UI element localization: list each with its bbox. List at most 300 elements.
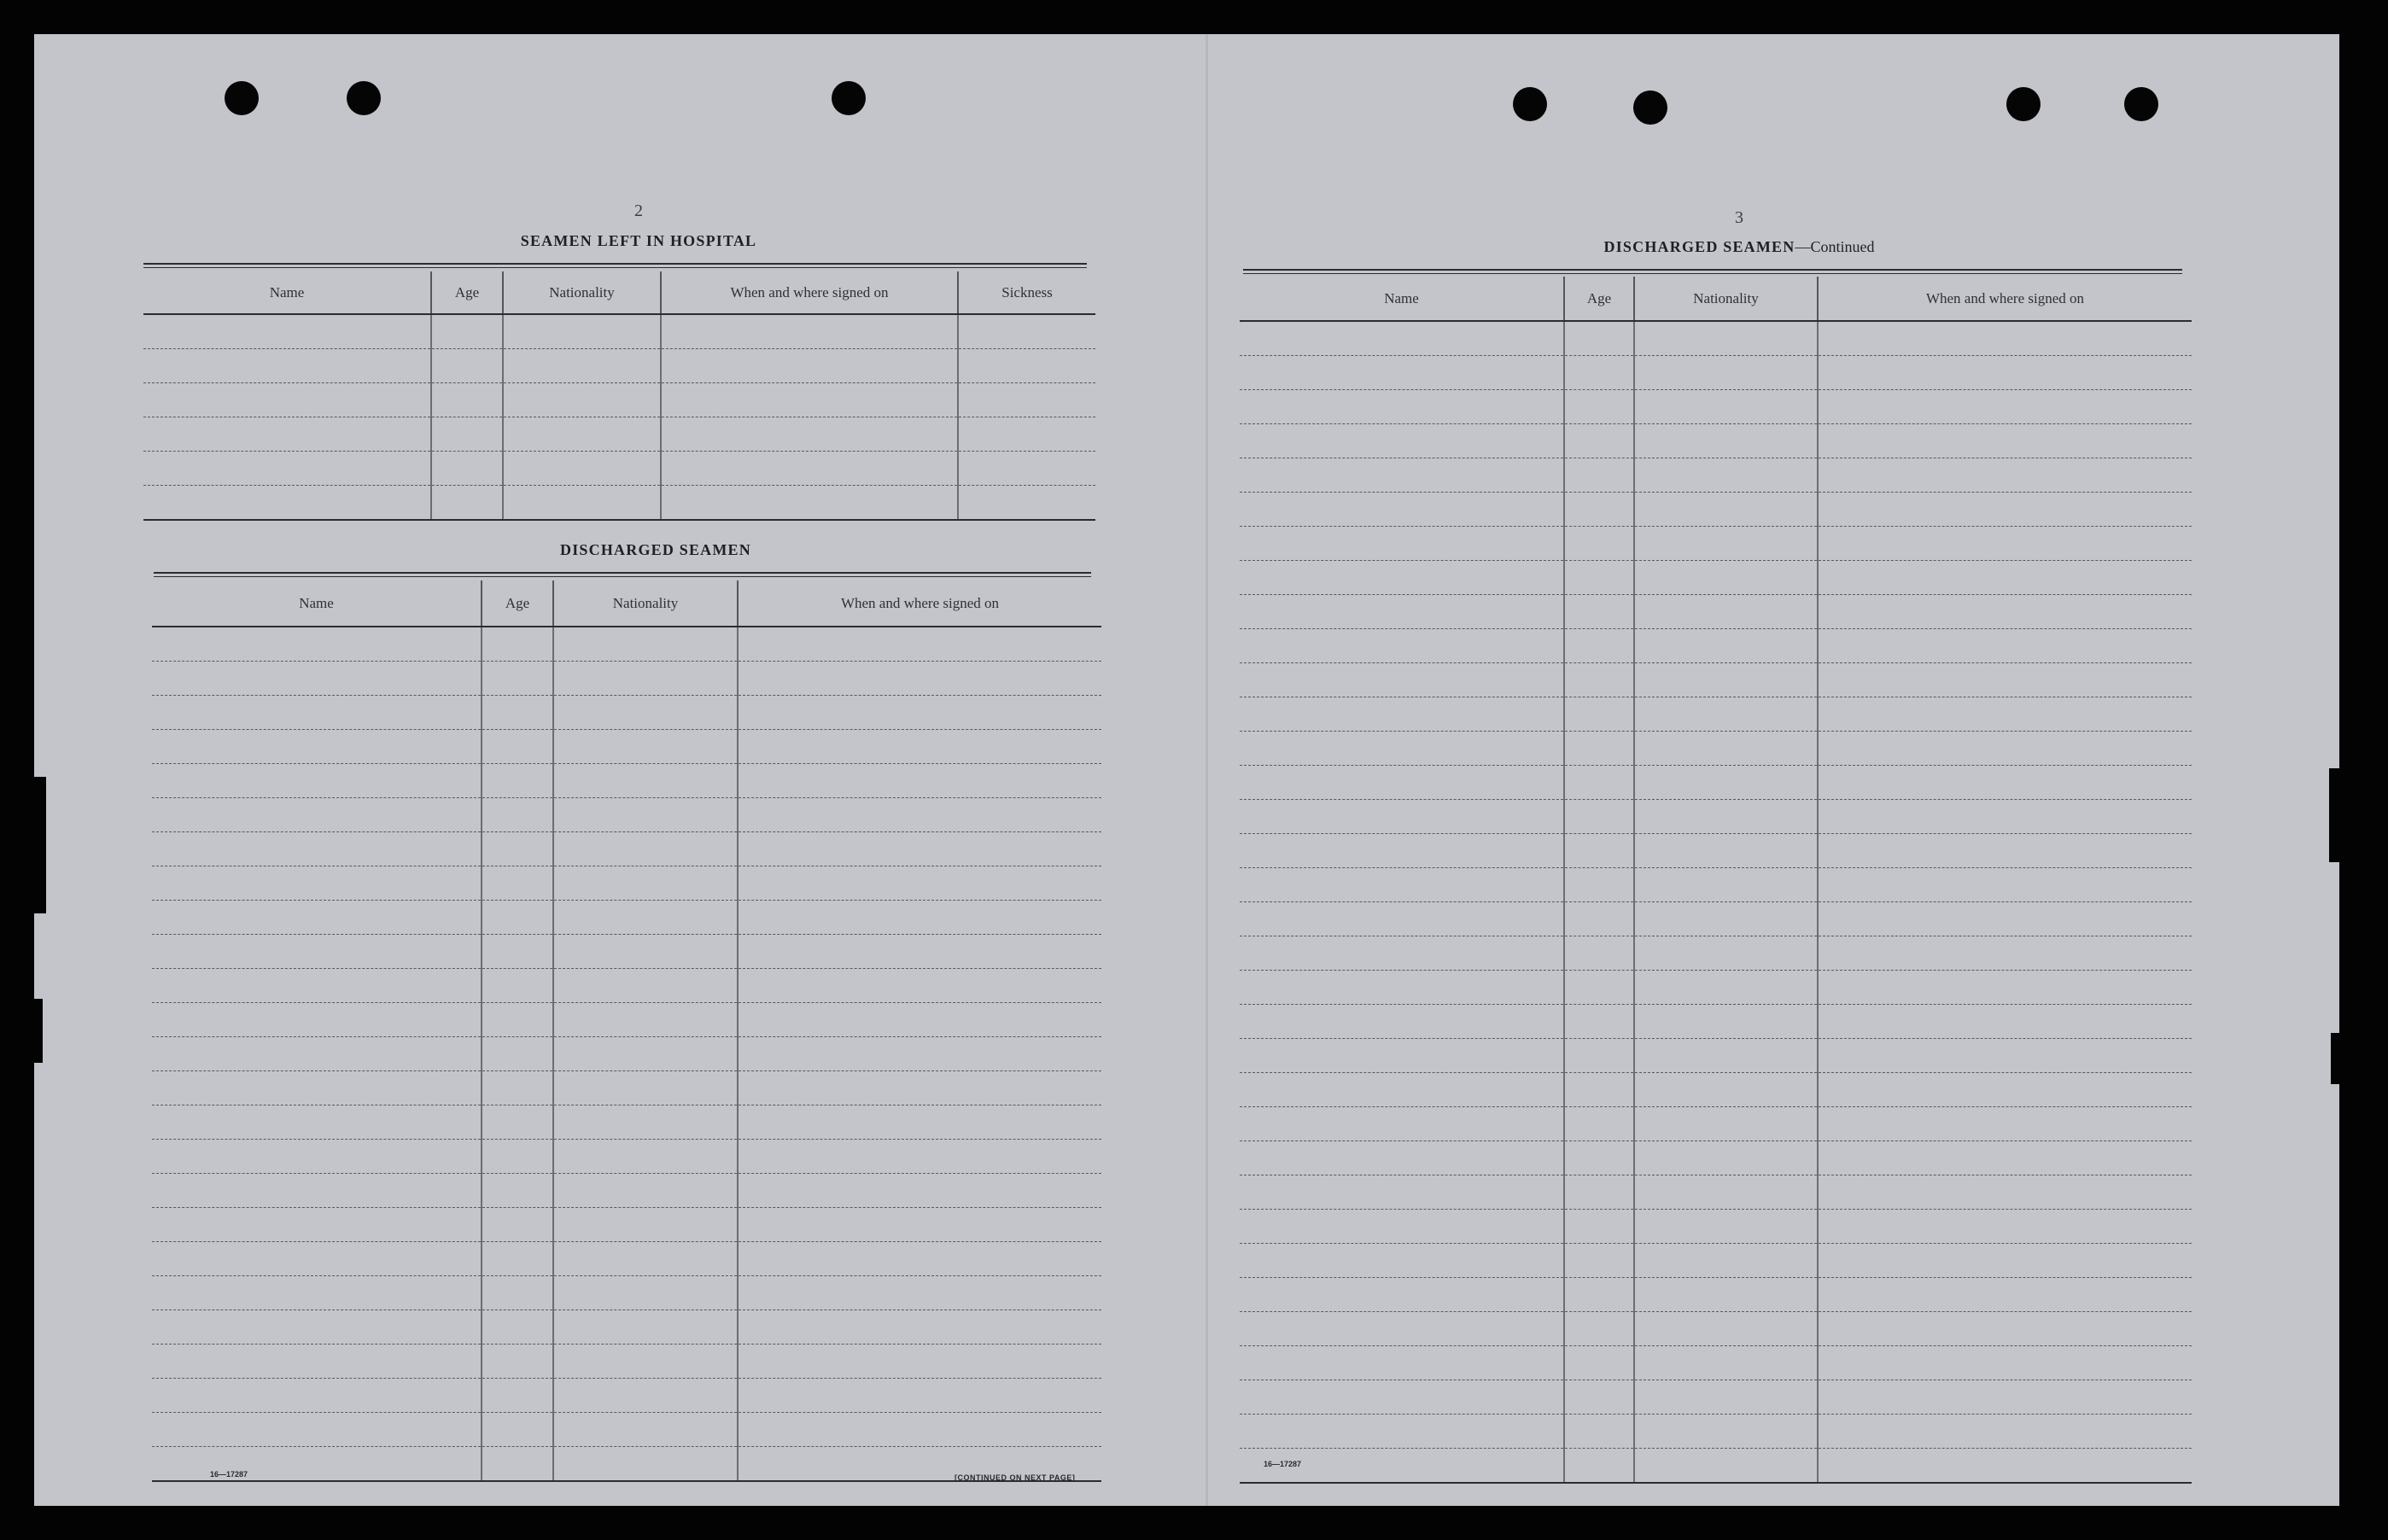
table-cell (482, 730, 553, 764)
table-cell (1818, 834, 2192, 868)
table-cell (1634, 936, 1818, 971)
table-cell (431, 417, 503, 452)
table-cell (553, 832, 738, 866)
discharged-section-title: DISCHARGED SEAMEN (560, 541, 751, 558)
table-cell (1634, 321, 1818, 356)
table-row (152, 1003, 1101, 1037)
table-cell (1634, 390, 1818, 424)
form-code: 16—17287 (210, 1470, 248, 1479)
table-cell (1240, 1415, 1564, 1449)
table-cell (482, 1413, 553, 1447)
table-cell (143, 383, 431, 417)
table-cell (1634, 1107, 1818, 1141)
table-cell (738, 1105, 1101, 1140)
table-cell (958, 314, 1095, 349)
table-cell (661, 349, 958, 383)
table-cell (553, 1242, 738, 1276)
table-cell (1240, 595, 1564, 629)
table-cell (1818, 1346, 2192, 1380)
table-row (152, 1276, 1101, 1310)
table-cell (1564, 1175, 1634, 1210)
table-cell (738, 1003, 1101, 1037)
table-cell (553, 866, 738, 901)
table-cell (1240, 936, 1564, 971)
table-cell (482, 1071, 553, 1105)
table-cell (1564, 1039, 1634, 1073)
table-cell (482, 696, 553, 730)
table-cell (553, 764, 738, 798)
table-cell (152, 1003, 482, 1037)
table-row (1240, 1073, 2192, 1107)
table-cell (482, 866, 553, 901)
table-cell (152, 1276, 482, 1310)
table-cell (1564, 1244, 1634, 1278)
table-cell (958, 452, 1095, 486)
table-row (1240, 1107, 2192, 1141)
table-cell (738, 969, 1101, 1003)
table-cell (1634, 493, 1818, 527)
table-cell (503, 349, 661, 383)
table-cell (1818, 1278, 2192, 1312)
table-cell (1634, 595, 1818, 629)
table-cell (1240, 561, 1564, 595)
punch-hole (2006, 87, 2041, 121)
table-cell (152, 1379, 482, 1413)
table-cell (1818, 493, 2192, 527)
table-cell (1564, 1278, 1634, 1312)
table-cell (1564, 1380, 1634, 1415)
punch-hole (225, 81, 259, 115)
table-cell (661, 417, 958, 452)
table-cell (1240, 458, 1564, 493)
table-cell (503, 383, 661, 417)
table-row (152, 764, 1101, 798)
table-cell (503, 486, 661, 521)
table-cell (1240, 697, 1564, 732)
table-cell (482, 764, 553, 798)
table-cell (1564, 868, 1634, 902)
table-row (1240, 1449, 2192, 1484)
table-row (1240, 527, 2192, 561)
table-cell (1818, 595, 2192, 629)
punch-hole (1633, 90, 1667, 125)
table-cell (1240, 424, 1564, 458)
table-cell (738, 764, 1101, 798)
table-cell (152, 866, 482, 901)
discharged-continued-title (1240, 238, 2239, 256)
table-cell (431, 452, 503, 486)
table-cell (1634, 458, 1818, 493)
table-cell (1818, 732, 2192, 766)
table-cell (1240, 493, 1564, 527)
table-row (143, 486, 1095, 521)
table-row (1240, 936, 2192, 971)
table-cell (1564, 1107, 1634, 1141)
table-cell (661, 383, 958, 417)
table-cell (482, 1208, 553, 1242)
table-row (152, 1105, 1101, 1140)
table-cell (1240, 1107, 1564, 1141)
table-cell (152, 901, 482, 935)
table-cell (661, 486, 958, 521)
table-cell (738, 1140, 1101, 1174)
table-row (152, 935, 1101, 969)
table-cell (1240, 868, 1564, 902)
table-cell (1818, 1073, 2192, 1107)
table-cell (1240, 1244, 1564, 1278)
table-cell (152, 1345, 482, 1379)
table-row (1240, 902, 2192, 936)
table-row (1240, 697, 2192, 732)
table-row (152, 696, 1101, 730)
table-row (152, 866, 1101, 901)
table-cell (482, 1310, 553, 1345)
table-cell (482, 1447, 553, 1482)
table-cell (738, 1276, 1101, 1310)
table-cell (431, 383, 503, 417)
table-row (152, 969, 1101, 1003)
table-row (143, 349, 1095, 383)
table-cell (738, 1242, 1101, 1276)
table-row (1240, 1346, 2192, 1380)
table-cell (1818, 1039, 2192, 1073)
table-cell (1818, 868, 2192, 902)
table-cell (1818, 561, 2192, 595)
table-cell (152, 1242, 482, 1276)
table-cell (482, 662, 553, 696)
discharged-title-main: DISCHARGED SEAMEN (1603, 238, 1795, 255)
table-cell (152, 798, 482, 832)
table-cell (1240, 1210, 1564, 1244)
table-cell (1240, 629, 1564, 663)
table-cell (1564, 493, 1634, 527)
table-cell (1634, 561, 1818, 595)
table-cell (553, 1140, 738, 1174)
table-cell (152, 696, 482, 730)
table-cell (1240, 1278, 1564, 1312)
table-cell (152, 1037, 482, 1071)
table-cell (958, 349, 1095, 383)
page-number: 2 (634, 201, 643, 220)
table-row (152, 730, 1101, 764)
table-cell (553, 730, 738, 764)
table-cell (738, 1413, 1101, 1447)
column-header-signed-on: When and where signed on (738, 580, 1101, 627)
table-cell (152, 1174, 482, 1208)
table-cell (1634, 1312, 1818, 1346)
table-cell (1634, 902, 1818, 936)
table-cell (482, 969, 553, 1003)
table-cell (482, 1379, 553, 1413)
table-cell (1818, 1005, 2192, 1039)
table-cell (1240, 663, 1564, 697)
table-cell (553, 696, 738, 730)
table-cell (1634, 834, 1818, 868)
table-cell (738, 662, 1101, 696)
table-cell (1564, 834, 1634, 868)
table-cell (553, 1071, 738, 1105)
table-cell (1634, 1449, 1818, 1484)
table-cell (1634, 1073, 1818, 1107)
table-cell (553, 1174, 738, 1208)
table-cell (1818, 390, 2192, 424)
table-row (152, 1242, 1101, 1276)
table-cell (1634, 1039, 1818, 1073)
table-cell (738, 1174, 1101, 1208)
table-cell (1818, 458, 2192, 493)
table-cell (1818, 527, 2192, 561)
table-cell (958, 417, 1095, 452)
table-row (152, 901, 1101, 935)
table-cell (553, 1208, 738, 1242)
table-cell (738, 1037, 1101, 1071)
table-row (152, 798, 1101, 832)
discharged-top-rule (154, 572, 1091, 574)
table-cell (1634, 971, 1818, 1005)
table-row (1240, 356, 2192, 390)
table-cell (1564, 1005, 1634, 1039)
table-cell (553, 1310, 738, 1345)
table-cell (1564, 936, 1634, 971)
table-cell (738, 1208, 1101, 1242)
table-cell (1818, 936, 2192, 971)
table-row (1240, 595, 2192, 629)
table-cell (143, 349, 431, 383)
table-cell (152, 730, 482, 764)
punch-hole (832, 81, 866, 115)
table-cell (1240, 356, 1564, 390)
table-cell (553, 627, 738, 662)
table-cell (1818, 1312, 2192, 1346)
table-row (152, 1413, 1101, 1447)
table-cell (482, 1174, 553, 1208)
table-cell (1240, 1346, 1564, 1380)
table-cell (503, 417, 661, 452)
table-cell (1818, 697, 2192, 732)
hospital-table-body (143, 314, 1095, 520)
table-cell (1240, 834, 1564, 868)
table-row (152, 1037, 1101, 1071)
table-row (1240, 971, 2192, 1005)
table-cell (1818, 902, 2192, 936)
table-cell (431, 314, 503, 349)
table-cell (1564, 424, 1634, 458)
discharged-table-left (152, 580, 1101, 1482)
column-header-nationality: Nationality (503, 271, 661, 314)
table-cell (152, 764, 482, 798)
table-cell (1564, 1312, 1634, 1346)
table-cell (1240, 971, 1564, 1005)
discharged-top-rule (1243, 269, 2182, 271)
column-header-name: Name (143, 271, 431, 314)
table-cell (1818, 971, 2192, 1005)
table-row (1240, 390, 2192, 424)
continued-note: [CONTINUED ON NEXT PAGE] (955, 1473, 1076, 1482)
table-cell (1564, 1415, 1634, 1449)
table-row (1240, 1380, 2192, 1415)
table-cell (553, 1105, 738, 1140)
table-row (1240, 458, 2192, 493)
discharged-right-table-body (1240, 321, 2192, 1483)
table-cell (1564, 1449, 1634, 1484)
table-cell (152, 1140, 482, 1174)
table-cell (482, 832, 553, 866)
table-cell (1240, 766, 1564, 800)
edge-notch (2329, 768, 2343, 862)
table-cell (1818, 1244, 2192, 1278)
table-cell (482, 1276, 553, 1310)
table-row (1240, 1244, 2192, 1278)
table-row (152, 1174, 1101, 1208)
table-row (1240, 1278, 2192, 1312)
left-page (143, 179, 1134, 1494)
table-cell (1634, 697, 1818, 732)
table-cell (958, 383, 1095, 417)
table-cell (152, 935, 482, 969)
table-cell (1564, 629, 1634, 663)
table-cell (738, 627, 1101, 662)
table-cell (1634, 424, 1818, 458)
table-cell (503, 314, 661, 349)
table-cell (738, 696, 1101, 730)
table-row (1240, 1039, 2192, 1073)
table-cell (738, 1345, 1101, 1379)
table-row (143, 417, 1095, 452)
column-header-sickness: Sickness (958, 271, 1095, 314)
table-cell (738, 1310, 1101, 1345)
ledger-sheet (34, 34, 2339, 1506)
table-cell (1634, 1346, 1818, 1380)
table-cell (482, 1140, 553, 1174)
table-cell (1564, 663, 1634, 697)
table-row (152, 627, 1101, 662)
punch-hole (347, 81, 381, 115)
table-row (1240, 663, 2192, 697)
table-cell (1240, 902, 1564, 936)
table-cell (503, 452, 661, 486)
table-cell (1634, 527, 1818, 561)
table-cell (1818, 1210, 2192, 1244)
edge-notch (31, 999, 43, 1063)
table-row (1240, 561, 2192, 595)
edge-notch (31, 777, 46, 913)
table-cell (1634, 766, 1818, 800)
table-cell (1818, 356, 2192, 390)
table-row (152, 1310, 1101, 1345)
table-cell (1240, 1380, 1564, 1415)
table-cell (1818, 1380, 2192, 1415)
table-cell (1240, 732, 1564, 766)
table-row (152, 662, 1101, 696)
table-cell (1564, 1141, 1634, 1175)
table-cell (553, 1037, 738, 1071)
table-cell (152, 969, 482, 1003)
table-cell (553, 662, 738, 696)
table-row (152, 1379, 1101, 1413)
table-cell (553, 1447, 738, 1482)
table-cell (482, 935, 553, 969)
hospital-section-title: SEAMEN LEFT IN HOSPITAL (520, 232, 757, 249)
table-cell (152, 1413, 482, 1447)
table-cell (738, 901, 1101, 935)
discharged-top-rule-thin (154, 576, 1091, 577)
table-cell (1818, 1175, 2192, 1210)
column-header-nationality: Nationality (1634, 277, 1818, 321)
table-row (143, 452, 1095, 486)
table-cell (482, 798, 553, 832)
discharged-title-continued: —Continued (1795, 238, 1875, 255)
table-cell (738, 730, 1101, 764)
table-cell (482, 1242, 553, 1276)
table-cell (1634, 1005, 1818, 1039)
table-row (1240, 868, 2192, 902)
table-cell (1634, 1278, 1818, 1312)
table-cell (553, 798, 738, 832)
table-cell (553, 969, 738, 1003)
table-cell (1564, 356, 1634, 390)
table-cell (1564, 697, 1634, 732)
table-cell (1634, 732, 1818, 766)
table-cell (482, 1037, 553, 1071)
table-cell (152, 1105, 482, 1140)
table-cell (1818, 663, 2192, 697)
column-header-name: Name (1240, 277, 1564, 321)
table-cell (152, 832, 482, 866)
table-cell (1564, 800, 1634, 834)
table-cell (661, 452, 958, 486)
table-cell (553, 1003, 738, 1037)
table-cell (1240, 800, 1564, 834)
center-fold (1206, 34, 1208, 1506)
form-code: 16—17287 (1264, 1460, 1302, 1468)
table-cell (553, 901, 738, 935)
table-row (1240, 321, 2192, 356)
table-cell (1818, 1141, 2192, 1175)
table-cell (1634, 663, 1818, 697)
table-row (1240, 424, 2192, 458)
table-cell (1564, 561, 1634, 595)
table-cell (1240, 1175, 1564, 1210)
table-row (143, 314, 1095, 349)
table-cell (738, 832, 1101, 866)
table-cell (143, 314, 431, 349)
table-cell (1818, 424, 2192, 458)
table-row (1240, 493, 2192, 527)
hospital-top-rule (143, 263, 1087, 265)
table-cell (482, 627, 553, 662)
discharged-top-rule-thin (1243, 273, 2182, 274)
table-cell (1240, 1039, 1564, 1073)
table-cell (1240, 1141, 1564, 1175)
table-row (1240, 1141, 2192, 1175)
table-cell (482, 901, 553, 935)
hospital-table (143, 271, 1095, 521)
table-cell (1818, 321, 2192, 356)
table-cell (1240, 1005, 1564, 1039)
table-cell (1564, 1073, 1634, 1107)
table-cell (1564, 321, 1634, 356)
table-cell (738, 798, 1101, 832)
table-cell (1564, 527, 1634, 561)
table-cell (143, 417, 431, 452)
table-cell (152, 1310, 482, 1345)
right-page (1240, 179, 2239, 1494)
table-cell (143, 486, 431, 521)
table-cell (1564, 458, 1634, 493)
edge-notch (2331, 1033, 2343, 1084)
table-row (1240, 800, 2192, 834)
column-header-signed-on: When and where signed on (1818, 277, 2192, 321)
